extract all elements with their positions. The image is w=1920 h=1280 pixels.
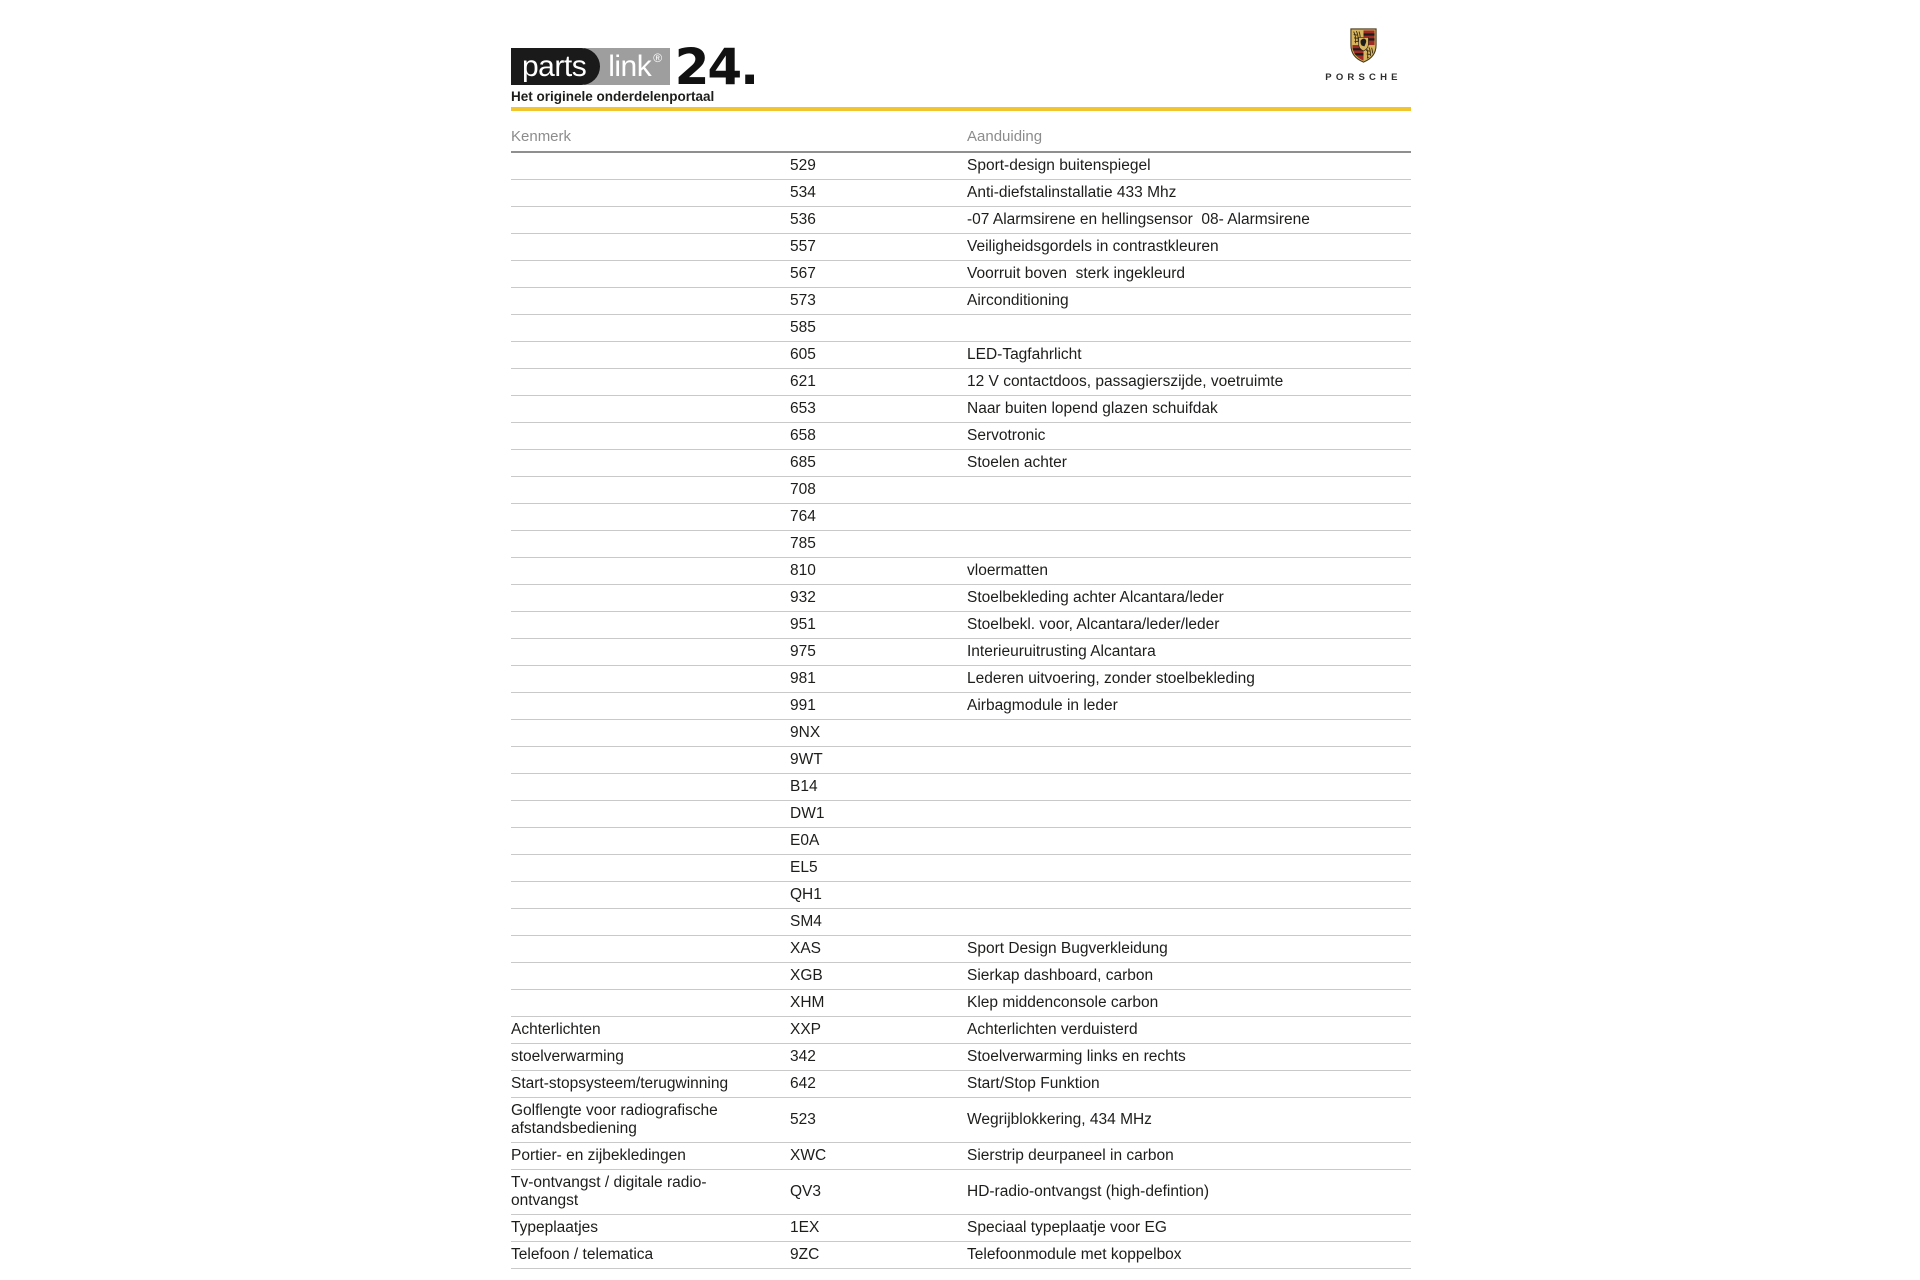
cell-code: XXP bbox=[790, 1017, 967, 1044]
column-header-aanduiding: Aanduiding bbox=[967, 111, 1411, 152]
table-row bbox=[511, 882, 1411, 909]
table-row bbox=[511, 828, 1411, 855]
cell-kenmerk bbox=[511, 828, 790, 855]
cell-aanduiding bbox=[967, 882, 1411, 909]
cell-aanduiding: Interieuruitrusting Alcantara bbox=[967, 639, 1411, 666]
cell-kenmerk bbox=[511, 207, 790, 234]
cell-kenmerk: Golflengte voor radiografische afstandsbediening bbox=[511, 1098, 790, 1143]
table-row bbox=[511, 720, 1411, 747]
cell-kenmerk bbox=[511, 693, 790, 720]
cell-code: 342 bbox=[790, 1044, 967, 1071]
cell-aanduiding: -07 Alarmsirene en hellingsensor 08- Alarmsirene bbox=[967, 207, 1411, 234]
table-row bbox=[511, 234, 1411, 261]
cell-aanduiding: Klep middenconsole carbon bbox=[967, 990, 1411, 1017]
cell-kenmerk bbox=[511, 234, 790, 261]
table-row bbox=[511, 963, 1411, 990]
cell-kenmerk bbox=[511, 396, 790, 423]
cell-aanduiding bbox=[967, 315, 1411, 342]
column-header-code bbox=[790, 111, 967, 152]
table-header-row bbox=[511, 111, 1411, 152]
cell-kenmerk bbox=[511, 666, 790, 693]
cell-code: 685 bbox=[790, 450, 967, 477]
logo-text-s: s bbox=[571, 49, 587, 83]
cell-kenmerk bbox=[511, 342, 790, 369]
cell-aanduiding: Stoelverwarming links en rechts bbox=[967, 1044, 1411, 1071]
cell-code: 585 bbox=[790, 315, 967, 342]
logo-parts-segment bbox=[511, 48, 600, 85]
cell-aanduiding: Sport-design buitenspiegel bbox=[967, 152, 1411, 180]
table-row bbox=[511, 423, 1411, 450]
cell-kenmerk: Tv-ontvangst / digitale radio-ontvangst bbox=[511, 1170, 790, 1215]
cell-code: E0A bbox=[790, 828, 967, 855]
logo-text-24: 24. bbox=[674, 37, 758, 96]
table-row bbox=[511, 504, 1411, 531]
options-table bbox=[511, 111, 1411, 1269]
table-row bbox=[511, 693, 1411, 720]
cell-kenmerk bbox=[511, 315, 790, 342]
cell-code: XWC bbox=[790, 1143, 967, 1170]
cell-kenmerk bbox=[511, 720, 790, 747]
table-row bbox=[511, 936, 1411, 963]
cell-code: SM4 bbox=[790, 909, 967, 936]
cell-code: 9NX bbox=[790, 720, 967, 747]
cell-code: 523 bbox=[790, 1098, 967, 1143]
cell-kenmerk bbox=[511, 612, 790, 639]
cell-aanduiding: Sport Design Bugverkleidung bbox=[967, 936, 1411, 963]
cell-kenmerk bbox=[511, 936, 790, 963]
cell-kenmerk bbox=[511, 639, 790, 666]
table-row bbox=[511, 1017, 1411, 1044]
table-row bbox=[511, 585, 1411, 612]
cell-code: EL5 bbox=[790, 855, 967, 882]
cell-aanduiding: Stoelen achter bbox=[967, 450, 1411, 477]
cell-aanduiding: Anti-diefstalinstallatie 433 Mhz bbox=[967, 180, 1411, 207]
cell-code: DW1 bbox=[790, 801, 967, 828]
cell-code: 975 bbox=[790, 639, 967, 666]
cell-kenmerk bbox=[511, 882, 790, 909]
cell-kenmerk: Start-stopsysteem/terugwinning bbox=[511, 1071, 790, 1098]
cell-kenmerk bbox=[511, 585, 790, 612]
cell-kenmerk bbox=[511, 261, 790, 288]
table-row bbox=[511, 612, 1411, 639]
cell-aanduiding bbox=[967, 909, 1411, 936]
cell-aanduiding: Naar buiten lopend glazen schuifdak bbox=[967, 396, 1411, 423]
table-row bbox=[511, 288, 1411, 315]
cell-aanduiding: Voorruit boven sterk ingekleurd bbox=[967, 261, 1411, 288]
cell-code: 9WT bbox=[790, 747, 967, 774]
cell-code: QV3 bbox=[790, 1170, 967, 1215]
table-row bbox=[511, 1242, 1411, 1269]
cell-code: 1EX bbox=[790, 1215, 967, 1242]
cell-kenmerk bbox=[511, 531, 790, 558]
table-row bbox=[511, 450, 1411, 477]
cell-kenmerk: Typeplaatjes bbox=[511, 1215, 790, 1242]
cell-aanduiding bbox=[967, 828, 1411, 855]
cell-code: 9ZC bbox=[790, 1242, 967, 1269]
cell-kenmerk bbox=[511, 909, 790, 936]
cell-code: 534 bbox=[790, 180, 967, 207]
partslink24-logo-block bbox=[511, 37, 758, 104]
table-row bbox=[511, 342, 1411, 369]
cell-kenmerk bbox=[511, 801, 790, 828]
table-row bbox=[511, 801, 1411, 828]
cell-code: QH1 bbox=[790, 882, 967, 909]
registered-mark-icon: ® bbox=[653, 51, 662, 65]
cell-kenmerk: Telefoon / telematica bbox=[511, 1242, 790, 1269]
cell-aanduiding: LED-Tagfahrlicht bbox=[967, 342, 1411, 369]
porsche-crest-icon bbox=[1350, 28, 1377, 68]
cell-code: 951 bbox=[790, 612, 967, 639]
masthead bbox=[511, 0, 1411, 104]
cell-code: B14 bbox=[790, 774, 967, 801]
table-row bbox=[511, 152, 1411, 180]
table-row bbox=[511, 207, 1411, 234]
table-row bbox=[511, 1098, 1411, 1143]
logo-text-link: link bbox=[608, 49, 652, 83]
cell-code: 557 bbox=[790, 234, 967, 261]
table-row bbox=[511, 747, 1411, 774]
cell-aanduiding: Achterlichten verduisterd bbox=[967, 1017, 1411, 1044]
cell-kenmerk bbox=[511, 774, 790, 801]
cell-aanduiding: Lederen uitvoering, zonder stoelbekleding bbox=[967, 666, 1411, 693]
cell-kenmerk bbox=[511, 369, 790, 396]
cell-code: XAS bbox=[790, 936, 967, 963]
cell-code: 658 bbox=[790, 423, 967, 450]
cell-code: 642 bbox=[790, 1071, 967, 1098]
cell-aanduiding: Telefoonmodule met koppelbox bbox=[967, 1242, 1411, 1269]
cell-aanduiding: Start/Stop Funktion bbox=[967, 1071, 1411, 1098]
cell-kenmerk bbox=[511, 747, 790, 774]
cell-kenmerk bbox=[511, 855, 790, 882]
cell-code: 573 bbox=[790, 288, 967, 315]
table-row bbox=[511, 990, 1411, 1017]
cell-code: 708 bbox=[790, 477, 967, 504]
table-row bbox=[511, 855, 1411, 882]
cell-aanduiding bbox=[967, 801, 1411, 828]
cell-aanduiding: vloermatten bbox=[967, 558, 1411, 585]
table-row bbox=[511, 261, 1411, 288]
cell-code: 785 bbox=[790, 531, 967, 558]
cell-aanduiding: Stoelbekleding achter Alcantara/leder bbox=[967, 585, 1411, 612]
cell-code: 764 bbox=[790, 504, 967, 531]
logo-text-part: part bbox=[522, 49, 572, 83]
table-row bbox=[511, 666, 1411, 693]
cell-kenmerk bbox=[511, 180, 790, 207]
table-row bbox=[511, 774, 1411, 801]
table-row bbox=[511, 396, 1411, 423]
table-row bbox=[511, 1044, 1411, 1071]
table-row bbox=[511, 558, 1411, 585]
cell-code: 605 bbox=[790, 342, 967, 369]
table-row bbox=[511, 180, 1411, 207]
cell-kenmerk bbox=[511, 558, 790, 585]
cell-code: 621 bbox=[790, 369, 967, 396]
table-row bbox=[511, 639, 1411, 666]
cell-aanduiding: 12 V contactdoos, passagierszijde, voetruimte bbox=[967, 369, 1411, 396]
cell-code: 653 bbox=[790, 396, 967, 423]
cell-aanduiding: HD-radio-ontvangst (high-defintion) bbox=[967, 1170, 1411, 1215]
cell-kenmerk bbox=[511, 423, 790, 450]
cell-aanduiding bbox=[967, 774, 1411, 801]
table-row bbox=[511, 315, 1411, 342]
cell-kenmerk bbox=[511, 990, 790, 1017]
cell-kenmerk: Portier- en zijbekledingen bbox=[511, 1143, 790, 1170]
cell-aanduiding: Sierkap dashboard, carbon bbox=[967, 963, 1411, 990]
table-row bbox=[511, 1215, 1411, 1242]
cell-kenmerk bbox=[511, 963, 790, 990]
cell-aanduiding: Airbagmodule in leder bbox=[967, 693, 1411, 720]
table-row bbox=[511, 531, 1411, 558]
cell-code: 991 bbox=[790, 693, 967, 720]
cell-aanduiding bbox=[967, 504, 1411, 531]
cell-kenmerk bbox=[511, 504, 790, 531]
cell-kenmerk: stoelverwarming bbox=[511, 1044, 790, 1071]
table-row bbox=[511, 477, 1411, 504]
cell-code: 810 bbox=[790, 558, 967, 585]
cell-aanduiding bbox=[967, 720, 1411, 747]
partslink24-logo[interactable] bbox=[511, 37, 758, 96]
cell-aanduiding: Speciaal typeplaatje voor EG bbox=[967, 1215, 1411, 1242]
cell-aanduiding bbox=[967, 531, 1411, 558]
table-row bbox=[511, 909, 1411, 936]
cell-code: 981 bbox=[790, 666, 967, 693]
cell-aanduiding: Veiligheidsgordels in contrastkleuren bbox=[967, 234, 1411, 261]
cell-aanduiding: Wegrijblokkering, 434 MHz bbox=[967, 1098, 1411, 1143]
column-header-kenmerk: Kenmerk bbox=[511, 111, 790, 152]
cell-aanduiding: Servotronic bbox=[967, 423, 1411, 450]
cell-code: 536 bbox=[790, 207, 967, 234]
table-row bbox=[511, 1170, 1411, 1215]
cell-kenmerk bbox=[511, 288, 790, 315]
cell-code: 529 bbox=[790, 152, 967, 180]
cell-aanduiding bbox=[967, 747, 1411, 774]
table-row bbox=[511, 1071, 1411, 1098]
cell-kenmerk bbox=[511, 152, 790, 180]
table-row bbox=[511, 1143, 1411, 1170]
porsche-wordmark: PORSCHE bbox=[1325, 72, 1402, 83]
cell-code: XHM bbox=[790, 990, 967, 1017]
cell-code: 932 bbox=[790, 585, 967, 612]
cell-aanduiding: Stoelbekl. voor, Alcantara/leder/leder bbox=[967, 612, 1411, 639]
porsche-logo bbox=[1316, 28, 1411, 83]
logo-tagline: Het originele onderdelenportaal bbox=[511, 89, 715, 104]
cell-aanduiding: Sierstrip deurpaneel in carbon bbox=[967, 1143, 1411, 1170]
content-column bbox=[511, 0, 1411, 1269]
cell-kenmerk bbox=[511, 477, 790, 504]
cell-code: 567 bbox=[790, 261, 967, 288]
cell-kenmerk: Achterlichten bbox=[511, 1017, 790, 1044]
cell-code: XGB bbox=[790, 963, 967, 990]
table-row bbox=[511, 369, 1411, 396]
cell-aanduiding bbox=[967, 477, 1411, 504]
cell-kenmerk bbox=[511, 450, 790, 477]
cell-aanduiding: Airconditioning bbox=[967, 288, 1411, 315]
cell-aanduiding bbox=[967, 855, 1411, 882]
